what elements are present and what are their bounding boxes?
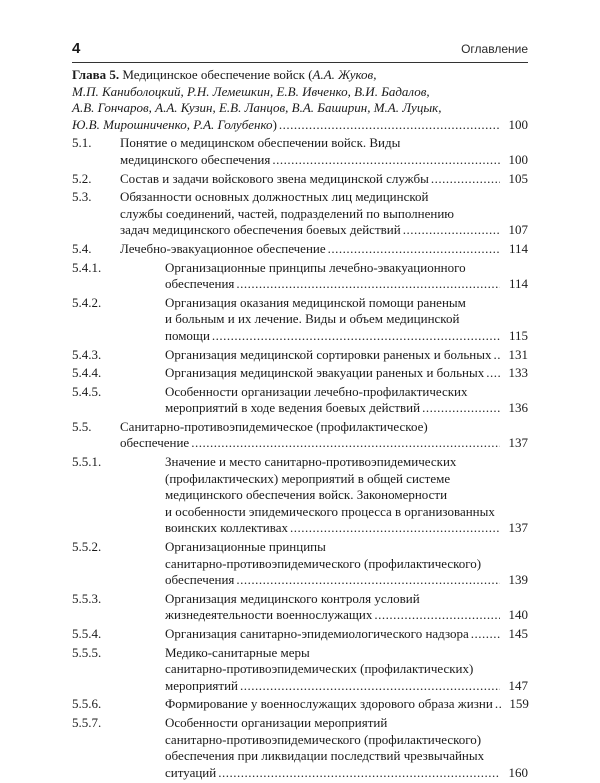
toc-entry-title-line: службы соединений, частей, подразделений по выполнению bbox=[120, 205, 455, 221]
toc-entry-title-line: Организация медицинского контроля условий bbox=[165, 590, 420, 606]
toc-entry-title-line: санитарно-противоэпидемических (профилактических) bbox=[165, 661, 474, 677]
toc-entry-page: 139 bbox=[508, 572, 528, 588]
toc-entry-page: 145 bbox=[508, 626, 528, 641]
leader-dots bbox=[328, 241, 500, 258]
toc-entry-title-line: Организация санитарно-эпидемиологического надзора bbox=[165, 626, 469, 641]
leader-dots bbox=[290, 520, 500, 537]
toc-entry-title-line: и особенности эпидемического процесса в организованных bbox=[165, 503, 495, 519]
toc-entry-title-line: Лечебно-эвакуационное обеспечение bbox=[120, 240, 326, 256]
leader-dots bbox=[374, 607, 500, 624]
toc-entry-page: 160 bbox=[508, 764, 528, 780]
toc-entry-number: 5.4. bbox=[72, 240, 92, 256]
leader-dots bbox=[471, 626, 500, 643]
toc-entry-title-line: мероприятий bbox=[165, 677, 238, 693]
toc-entry[interactable] bbox=[72, 591, 528, 624]
toc-entry[interactable] bbox=[72, 241, 528, 258]
toc-entry-page: 147 bbox=[508, 677, 528, 693]
toc-entry-number: 5.5.3. bbox=[72, 590, 102, 606]
toc-entry-page: 107 bbox=[508, 222, 528, 238]
toc-entry-page: 159 bbox=[509, 696, 529, 712]
toc-entry-page: 105 bbox=[508, 170, 528, 186]
toc-entry-number: 5.5.5. bbox=[72, 644, 102, 660]
toc-entry-title-line: обеспечения bbox=[165, 572, 235, 588]
toc-entry[interactable] bbox=[72, 295, 528, 345]
toc-entry-number: 5.3. bbox=[72, 189, 92, 205]
toc-entry-title-line: Особенности организации лечебно-профилактических bbox=[165, 383, 468, 399]
toc-entry-title-line: Значение и место санитарно-противоэпидемических bbox=[165, 454, 457, 470]
toc-entry-number: 5.4.2. bbox=[72, 294, 102, 310]
toc-entry-title-line: санитарно-противоэпидемического (профилактического) bbox=[165, 555, 482, 571]
toc-entry-title-line: медицинского обеспечения войск. Закономерности bbox=[165, 487, 448, 503]
chapter-author-line: А.А. Жуков, bbox=[312, 67, 377, 82]
toc-entries bbox=[72, 135, 528, 781]
toc-entry-page: 133 bbox=[508, 365, 528, 381]
toc-entry-number: 5.5.4. bbox=[72, 626, 102, 641]
chapter-title-close: ) bbox=[272, 116, 277, 132]
toc-entry-number: 5.5.6. bbox=[72, 696, 102, 712]
leader-dots bbox=[403, 222, 500, 239]
leader-dots bbox=[279, 117, 500, 134]
toc-entry[interactable] bbox=[72, 171, 528, 188]
toc-entry-number: 5.5. bbox=[72, 418, 92, 434]
toc-entry-title-line: Обязанности основных должностных лиц медицинской bbox=[120, 189, 429, 205]
toc-entry-page: 131 bbox=[508, 346, 528, 362]
running-header-title: Оглавление bbox=[461, 42, 528, 56]
leader-dots bbox=[240, 678, 500, 695]
toc-entry-title-line: воинских коллективах bbox=[165, 520, 289, 536]
leader-dots bbox=[493, 347, 500, 364]
toc-entry-page: 114 bbox=[508, 240, 528, 256]
toc-entry[interactable] bbox=[72, 365, 528, 382]
toc-entry-title-line: Организация медицинской эвакуации раненых и больных bbox=[165, 365, 485, 381]
toc-entry-number: 5.5.1. bbox=[72, 454, 102, 470]
table-of-contents bbox=[72, 67, 528, 783]
chapter-title: Медицинское обеспечение войск ( bbox=[119, 67, 313, 82]
toc-entry-title-line: Понятие о медицинском обеспечении войск. Виды bbox=[120, 135, 401, 151]
toc-entry[interactable] bbox=[72, 539, 528, 589]
toc-entry-number: 5.4.5. bbox=[72, 383, 102, 399]
toc-entry-title-line: Особенности организации мероприятий bbox=[165, 714, 388, 730]
toc-entry-page: 140 bbox=[508, 607, 528, 623]
toc-entry-page: 100 bbox=[508, 151, 528, 167]
toc-entry-number: 5.2. bbox=[72, 170, 92, 186]
toc-entry-page: 114 bbox=[508, 276, 528, 292]
toc-entry-title-line: ситуаций bbox=[165, 764, 217, 780]
toc-entry-page: 137 bbox=[508, 520, 528, 536]
toc-entry-number: 5.5.2. bbox=[72, 539, 102, 555]
chapter-page: 100 bbox=[508, 116, 528, 132]
toc-entry-page: 136 bbox=[508, 400, 528, 416]
toc-entry-number: 5.4.4. bbox=[72, 365, 102, 381]
toc-entry[interactable] bbox=[72, 696, 528, 713]
toc-entry-number: 5.1. bbox=[72, 135, 92, 151]
leader-dots bbox=[236, 572, 500, 589]
toc-entry-number: 5.4.3. bbox=[72, 346, 102, 362]
toc-entry-number: 5.4.1. bbox=[72, 259, 102, 275]
toc-entry-title-line: Организация оказания медицинской помощи раненым bbox=[165, 294, 466, 310]
chapter-author-line: М.П. Каниболоцкий, Р.Н. Лемешкин, Е.В. Ивченко, В.И. Бадалов, bbox=[72, 83, 430, 99]
toc-entry-title-line: Состав и задачи войскового звена медицинской службы bbox=[120, 170, 429, 186]
page-number: 4 bbox=[72, 40, 81, 57]
toc-entry[interactable] bbox=[72, 347, 528, 364]
toc-entry-title-line: Организационные принципы bbox=[165, 539, 326, 555]
toc-chapter-5[interactable] bbox=[72, 67, 528, 133]
leader-dots bbox=[431, 171, 500, 188]
toc-entry-title-line: (профилактических) мероприятий в общей системе bbox=[165, 470, 451, 486]
toc-entry-title-line: медицинского обеспечения bbox=[120, 151, 271, 167]
toc-entry-title-line: обеспечение bbox=[120, 435, 190, 451]
toc-entry-title-line: санитарно-противоэпидемического (профилактического) bbox=[165, 731, 482, 747]
toc-entry-title-line: Медико-санитарные меры bbox=[165, 644, 310, 660]
toc-entry-number: 5.5.7. bbox=[72, 714, 102, 730]
toc-entry[interactable] bbox=[72, 384, 528, 417]
toc-entry-title-line: обеспечения при ликвидации последствий чрезвычайных bbox=[165, 748, 485, 764]
toc-entry-title-line: жизнедеятельности военнослужащих bbox=[165, 607, 373, 623]
toc-entry-page: 137 bbox=[508, 435, 528, 451]
leader-dots bbox=[422, 400, 500, 417]
toc-entry[interactable] bbox=[72, 189, 528, 239]
leader-dots bbox=[272, 152, 500, 169]
toc-entry-title-line: Формирование у военнослужащих здорового образа жизни bbox=[165, 696, 493, 712]
chapter-label: Глава 5. bbox=[72, 67, 120, 82]
leader-dots bbox=[486, 365, 500, 382]
toc-entry-title-line: и больным и их лечение. Виды и объем медицинской bbox=[165, 311, 460, 327]
leader-dots bbox=[495, 696, 501, 713]
leader-dots bbox=[191, 435, 500, 452]
header-rule bbox=[72, 62, 528, 63]
toc-entry[interactable] bbox=[72, 645, 528, 695]
toc-entry[interactable] bbox=[72, 715, 528, 781]
toc-entry-page: 115 bbox=[508, 327, 528, 343]
toc-entry-title-line: Организация медицинской сортировки раненых и больных bbox=[165, 346, 492, 362]
chapter-author-line: А.В. Гончаров, А.А. Кузин, Е.В. Ланцов, В.А. Баширин, М.А. Луцык, bbox=[72, 100, 442, 116]
leader-dots bbox=[212, 328, 500, 345]
toc-entry[interactable] bbox=[72, 419, 528, 452]
leader-dots bbox=[236, 276, 500, 293]
toc-entry-title-line: Санитарно-противоэпидемическое (профилактическое) bbox=[120, 418, 428, 434]
toc-entry-title-line: мероприятий в ходе ведения боевых действий bbox=[165, 400, 421, 416]
toc-entry[interactable] bbox=[72, 260, 528, 293]
toc-entry[interactable] bbox=[72, 454, 528, 537]
leader-dots bbox=[218, 765, 500, 782]
toc-entry[interactable] bbox=[72, 135, 528, 168]
chapter-author-line: Ю.В. Мирошниченко, Р.А. Голубенко bbox=[72, 116, 273, 132]
toc-entry-title-line: обеспечения bbox=[165, 276, 235, 292]
toc-entry-title-line: задач медицинского обеспечения боевых действий bbox=[120, 222, 401, 238]
toc-entry-title-line: помощи bbox=[165, 327, 210, 343]
toc-entry[interactable] bbox=[72, 626, 528, 643]
toc-entry-title-line: Организационные принципы лечебно-эвакуационного bbox=[165, 259, 466, 275]
